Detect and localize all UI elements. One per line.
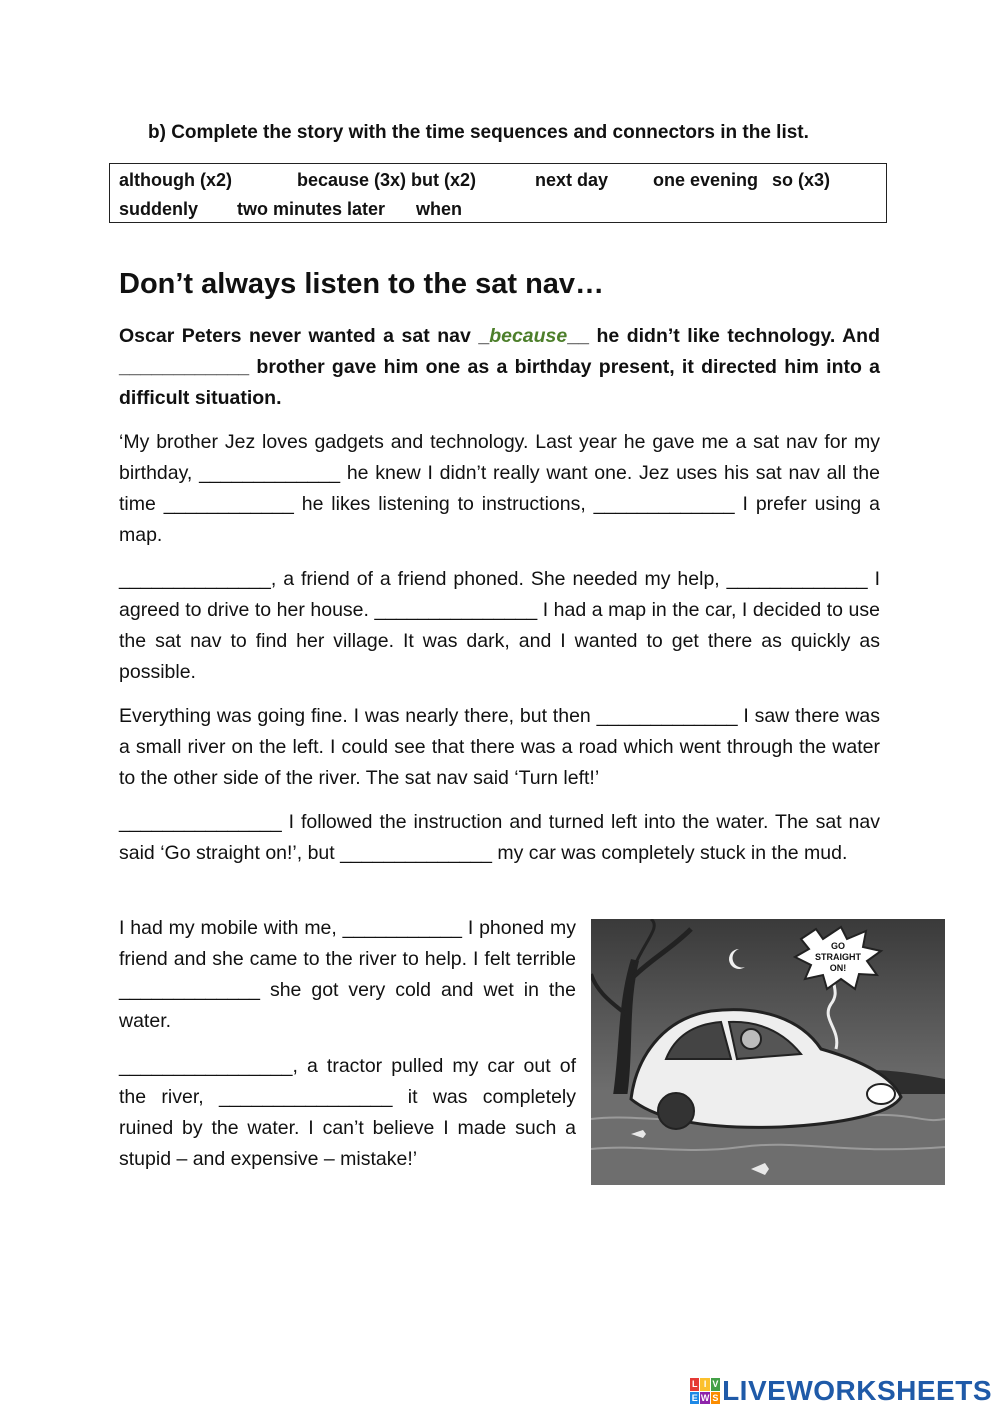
story-paragraph-2: ______________, a friend of a friend phoned. She needed my help, _____________ I agreed to drive to her house. _______________ I had a map in the car, I decided to use the sat nav to find her village. It was dark, and I wanted to get there as quickly as possible. (119, 568, 880, 683)
logo-mark-l: L (691, 1379, 698, 1389)
story-paragraph-4: _______________ I followed the instruction and turned left into the water. The sat nav said ‘Go straight on!’, but ______________ my car was completely stuck in the mud. (119, 811, 880, 864)
example-answer: because (489, 325, 568, 347)
story-paragraph-6: ________________, a tractor pulled my car out of the river, ________________ it was completely ruined by the water. I can’t believe I made such a stupid – and expensive – mistake!’ (119, 1055, 576, 1170)
word-when: when (416, 199, 463, 219)
cartoon-drawing (591, 919, 945, 1185)
word-one-evening: one evening (653, 170, 759, 190)
word-next-day: next day (535, 170, 609, 190)
speech-bubble-line-2: STRAIGHT (815, 952, 861, 962)
word-because-but: because (3x) but (x2) (297, 170, 477, 190)
intro-text-start: Oscar Peters never wanted a sat nav _ (119, 325, 490, 347)
word-although: although (x2) (119, 170, 232, 190)
word-list-row-1 (119, 166, 886, 195)
logo-mark-icon (690, 1378, 720, 1404)
story-paragraph-5: I had my mobile with me, ___________ I phoned my friend and she came to the river to help. I felt terrible _____________ she got very cold and wet in the water. (119, 917, 576, 1032)
car-in-river-illustration (591, 919, 945, 1185)
logo-mark-w: W (700, 1392, 710, 1403)
logo-mark-v: V (712, 1379, 719, 1389)
intro-text-end: __ he didn’t like technology. And ____________ brother gave him one as a birthday present, it directed him into a difficult situation. (119, 325, 880, 409)
story-title: Don’t always listen to the sat nav… (119, 268, 605, 300)
story-intro (119, 321, 880, 414)
story-paragraph-3: Everything was going fine. I was nearly there, but then _____________ I saw there was a small river on the left. I could see that there was a road which went through the water to the other side of the river. The sat nav said ‘Turn left!’ (119, 705, 880, 789)
word-list-box (109, 163, 887, 223)
story-paragraph-1: ‘My brother Jez loves gadgets and technology. Last year he gave me a sat nav for my birthday, _____________ he knew I didn’t really want one. Jez uses his sat nav all the time ____________ he likes listening to instructions, _____________ I prefer using a map. (119, 431, 880, 546)
logo-text: LIVEWORKSHEETS (722, 1375, 992, 1406)
word-list-row-2 (119, 195, 886, 224)
speech-bubble-line-1: GO (830, 941, 846, 951)
logo-mark-s: S (712, 1392, 719, 1403)
liveworksheets-logo (690, 1375, 992, 1407)
speech-bubble-line-3: ON! (829, 963, 847, 973)
word-two-minutes-later: two minutes later (237, 199, 386, 219)
word-so: so (x3) (772, 170, 831, 190)
exercise-instruction: b) Complete the story with the time sequences and connectors in the list. (148, 122, 809, 143)
word-suddenly: suddenly (119, 199, 199, 219)
logo-mark-e: E (691, 1392, 698, 1403)
logo-mark-i: I (700, 1378, 709, 1391)
